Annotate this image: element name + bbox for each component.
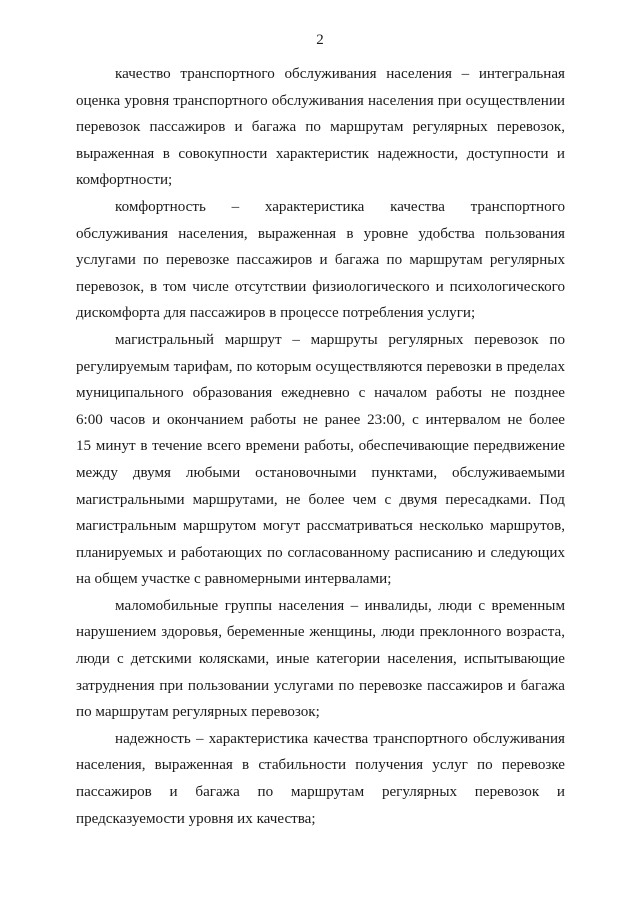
definition-paragraph-reliability: [76, 726, 565, 832]
text-line: дискомфорта для пассажиров в процессе потребления услуги;: [76, 305, 476, 322]
text-line: комфортность – характеристика качества транспортного: [115, 198, 565, 215]
text-line: надежность – характеристика качества транспортного обслуживания: [115, 730, 565, 747]
text-line: планируемых и работающих по согласованному расписанию и следующих: [76, 544, 565, 561]
text-line: затруднения при пользовании услугами по перевозке пассажиров и багажа: [76, 677, 565, 694]
text-line: перевозок, в том числе отсутствии физиологического и психологического: [76, 278, 565, 295]
text-line: магистральными маршрутами, не более чем с двумя пересадками. Под: [76, 491, 565, 508]
definition-paragraph-comfort: [76, 194, 565, 327]
text-line: выраженная в совокупности характеристик надежности, доступности и: [76, 145, 565, 162]
text-line: магистральным маршрутом могут рассматриваться несколько маршрутов,: [76, 518, 565, 535]
page-number: 2: [316, 32, 324, 48]
text-line: обслуживания населения, выраженная в уровне удобства пользования: [76, 225, 565, 242]
text-line: пассажиров и багажа по маршрутам регулярных перевозок и: [76, 784, 565, 801]
text-line: 15 минут в течение всего времени работы, обеспечивающие передвижение: [76, 438, 565, 455]
text-line: маломобильные группы населения – инвалиды, люди с временным: [115, 597, 565, 614]
text-line: регулируемым тарифам, по которым осуществляются перевозки в пределах: [76, 358, 565, 375]
document-body: [76, 61, 565, 832]
definition-paragraph-low-mobility-groups: [76, 593, 565, 726]
text-line: магистральный маршрут – маршруты регулярных перевозок по: [115, 331, 565, 348]
text-line: 6:00 часов и окончанием работы не ранее 23:00, с интервалом не более: [76, 411, 565, 428]
text-line: оценка уровня транспортного обслуживания населения при осуществлении: [76, 92, 565, 109]
definition-paragraph-transport-service-quality: [76, 61, 565, 194]
definition-paragraph-trunk-route: [76, 327, 565, 593]
text-line: услугами по перевозке пассажиров и багажа по маршрутам регулярных: [76, 252, 565, 269]
text-line: предсказуемости уровня их качества;: [76, 810, 316, 827]
text-line: нарушением здоровья, беременные женщины, люди преклонного возраста,: [76, 624, 565, 641]
text-line: качество транспортного обслуживания населения – интегральная: [115, 66, 565, 82]
text-line: на общем участке с равномерными интервалами;: [76, 571, 392, 588]
text-line: муниципального образования ежедневно с началом работы не позднее: [76, 385, 565, 402]
text-line: населения, выраженная в стабильности получения услуг по перевозке: [76, 757, 565, 774]
text-line: комфортности;: [76, 172, 173, 189]
text-line: по маршрутам регулярных перевозок;: [76, 704, 320, 721]
text-line: люди с детскими колясками, иные категории населения, испытывающие: [76, 651, 565, 668]
text-line: между двумя любыми остановочными пунктами, обслуживаемыми: [76, 464, 565, 481]
text-line: перевозок пассажиров и багажа по маршрутам регулярных перевозок,: [76, 119, 565, 136]
